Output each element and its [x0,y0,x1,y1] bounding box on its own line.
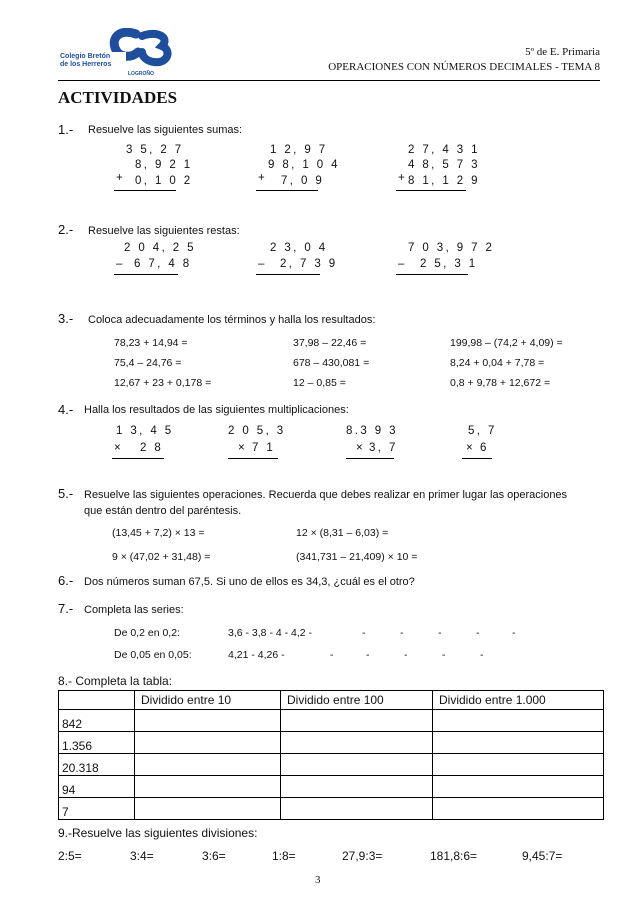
minus-sign: – [398,258,407,270]
series-blank: - [476,627,480,639]
mult-line [228,458,278,459]
answer-cell[interactable] [135,798,281,820]
q8-text: 8.- Completa la tabla: [58,674,173,688]
header-subtitle: OPERACIONES CON NÚMEROS DECIMALES - TEMA 8 [328,61,600,73]
division: 2:5= [58,849,82,863]
table-header-row [59,691,604,710]
header-divider [58,80,600,81]
multiplicand: 8.3 9 3 [346,425,398,437]
row-number: 94 [59,776,135,798]
q5-text-line1: Resuelve las siguientes operaciones. Recuerda que debes realizar en primer lugar las operaciones [84,489,568,501]
logo-line-2: de los Herreros [60,61,112,68]
mult-line [112,458,164,459]
minuend: 2 0 4, 2 5 [124,242,196,254]
answer-cell[interactable] [135,754,281,776]
series-blank: - [512,627,516,639]
table-header-cell [59,691,135,710]
answer-cell[interactable] [433,710,604,732]
table-header-cell: Dividido entre 1.000 [433,691,604,710]
grade-label: 5º de E. Primaria [525,46,600,58]
q3-text: Coloca adecuadamente los términos y halla los resultados: [88,314,376,326]
times-sign: × [466,442,476,454]
subtrahend: 2 5, 3 1 [420,258,478,270]
series-start: 3,6 - 3,8 - 4 - 4,2 - [228,627,313,639]
expression: 12,67 + 23 + 0,178 = [114,377,212,389]
series-blank: - [404,649,408,661]
addend: 4 8, 5 7 3 [408,159,480,171]
answer-cell[interactable] [135,732,281,754]
row-number: 7 [59,798,135,820]
multiplier: 3, 7 [369,442,398,454]
series-blank: - [442,649,446,661]
answer-cell[interactable] [433,754,604,776]
addend: 8 1, 1 2 9 [408,175,480,187]
answer-cell[interactable] [281,798,433,820]
logo-line-1: Colegio Bretón [60,53,111,60]
multiplicand: 1 3, 4 5 [116,425,174,437]
table-header-cell: Dividido entre 10 [135,691,281,710]
addend: 9 8, 1 0 4 [268,159,340,171]
addend: 1 2, 9 7 [270,144,328,156]
multiplier: 6 [480,442,489,454]
expression: (13,45 + 7,2) × 13 = [112,527,205,539]
times-sign: × [356,442,366,454]
sub-line [396,274,468,275]
table-row [59,776,604,798]
sum-line [256,190,318,191]
answer-cell[interactable] [433,776,604,798]
expression: 678 – 430,081 = [293,357,370,369]
series-blank: - [366,649,370,661]
answer-cell[interactable] [281,776,433,798]
table-header-cell: Dividido entre 100 [281,691,433,710]
division: 9,45:7= [522,849,563,863]
mult-line [462,458,492,459]
division: 27,9:3= [342,849,383,863]
division: 1:8= [272,849,296,863]
page-title: ACTIVIDADES [58,88,178,107]
multiplicand: 2 0 5, 3 [228,425,286,437]
series-label: De 0,05 en 0,05: [114,649,192,661]
expression: 75,4 – 24,76 = [114,357,182,369]
q4-number: 4.- [58,402,74,417]
q5-text-line2: que están dentro del paréntesis. [84,505,242,517]
q2-text: Resuelve las siguientes restas: [88,225,240,237]
division: 3:6= [202,849,226,863]
sum-line [114,190,176,191]
expression: 8,24 + 0,04 + 7,78 = [450,357,545,369]
multiplier: 2 8 [140,442,164,454]
table-row [59,798,604,820]
plus-sign: + [258,172,268,184]
minus-sign: – [116,258,125,270]
expression: 199,98 – (74,2 + 4,09) = [450,337,563,349]
answer-cell[interactable] [135,710,281,732]
expression: 0,8 + 9,78 + 12,672 = [450,377,551,389]
minus-sign: – [258,258,267,270]
page-number: 3 [315,874,321,886]
series-blank: - [330,649,334,661]
table-row [59,754,604,776]
mult-line [346,458,394,459]
multiplier: 7 1 [252,442,276,454]
series-blank: - [400,627,404,639]
times-sign: × [114,442,124,454]
answer-cell[interactable] [433,798,604,820]
plus-sign: + [398,172,408,184]
q9-text: 9.-Resuelve las siguientes divisiones: [58,826,258,840]
table-row [59,732,604,754]
answer-cell[interactable] [281,754,433,776]
q6-number: 6.- [58,573,74,588]
expression: 78,23 + 14,94 = [114,337,188,349]
table-row [59,710,604,732]
answer-cell[interactable] [281,732,433,754]
expression: (341,731 – 21,409) × 10 = [296,551,418,563]
q1-text: Resuelve las siguientes sumas: [88,124,243,136]
expression: 12 – 0,85 = [293,377,346,389]
school-logo [58,28,178,84]
series-start: 4,21 - 4,26 - [228,649,285,661]
multiplicand: 5, 7 [468,425,497,437]
q6-text: Dos números suman 67,5. Si uno de ellos es 34,3, ¿cuál es el otro? [84,576,415,588]
series-blank: - [362,627,366,639]
sum-line [396,190,466,191]
answer-cell[interactable] [433,732,604,754]
row-number: 842 [59,710,135,732]
series-blank: - [438,627,442,639]
q3-number: 3.- [58,311,74,326]
addend: 0, 1 0 2 [135,175,193,187]
q4-text: Halla los resultados de las siguientes multiplicaciones: [84,404,349,416]
times-sign: × [238,442,248,454]
addend: 2 7, 4 3 1 [408,144,480,156]
series-blank: - [480,649,484,661]
row-number: 20.318 [59,754,135,776]
subtrahend: 6 7, 4 8 [134,258,192,270]
division-table [58,690,604,820]
division: 181,8:6= [430,849,478,863]
expression: 12 × (8,31 – 6,03) = [296,527,389,539]
sub-line [114,274,178,275]
q7-number: 7.- [58,601,74,616]
q1-number: 1.- [58,122,74,137]
q7-text: Completa las series: [84,604,184,616]
plus-sign: + [116,172,126,184]
minuend: 7 0 3, 9 7 2 [408,242,495,254]
sub-line [256,274,320,275]
addend: 3 5, 2 7 [126,144,184,156]
addend: 8, 9 2 1 [135,159,193,171]
row-number: 1.356 [59,732,135,754]
expression: 37,98 – 22,46 = [293,337,367,349]
minuend: 2 3, 0 4 [270,242,328,254]
answer-cell[interactable] [281,710,433,732]
addend: 7, 0 9 [281,175,325,187]
division: 3:4= [130,849,154,863]
answer-cell[interactable] [135,776,281,798]
series-label: De 0,2 en 0,2: [114,627,180,639]
q5-number: 5.- [58,486,74,501]
q2-number: 2.- [58,222,74,237]
logo-city: LOGROÑO [128,71,154,77]
expression: 9 × (47,02 + 31,48) = [112,551,211,563]
subtrahend: 2, 7 3 9 [280,258,338,270]
